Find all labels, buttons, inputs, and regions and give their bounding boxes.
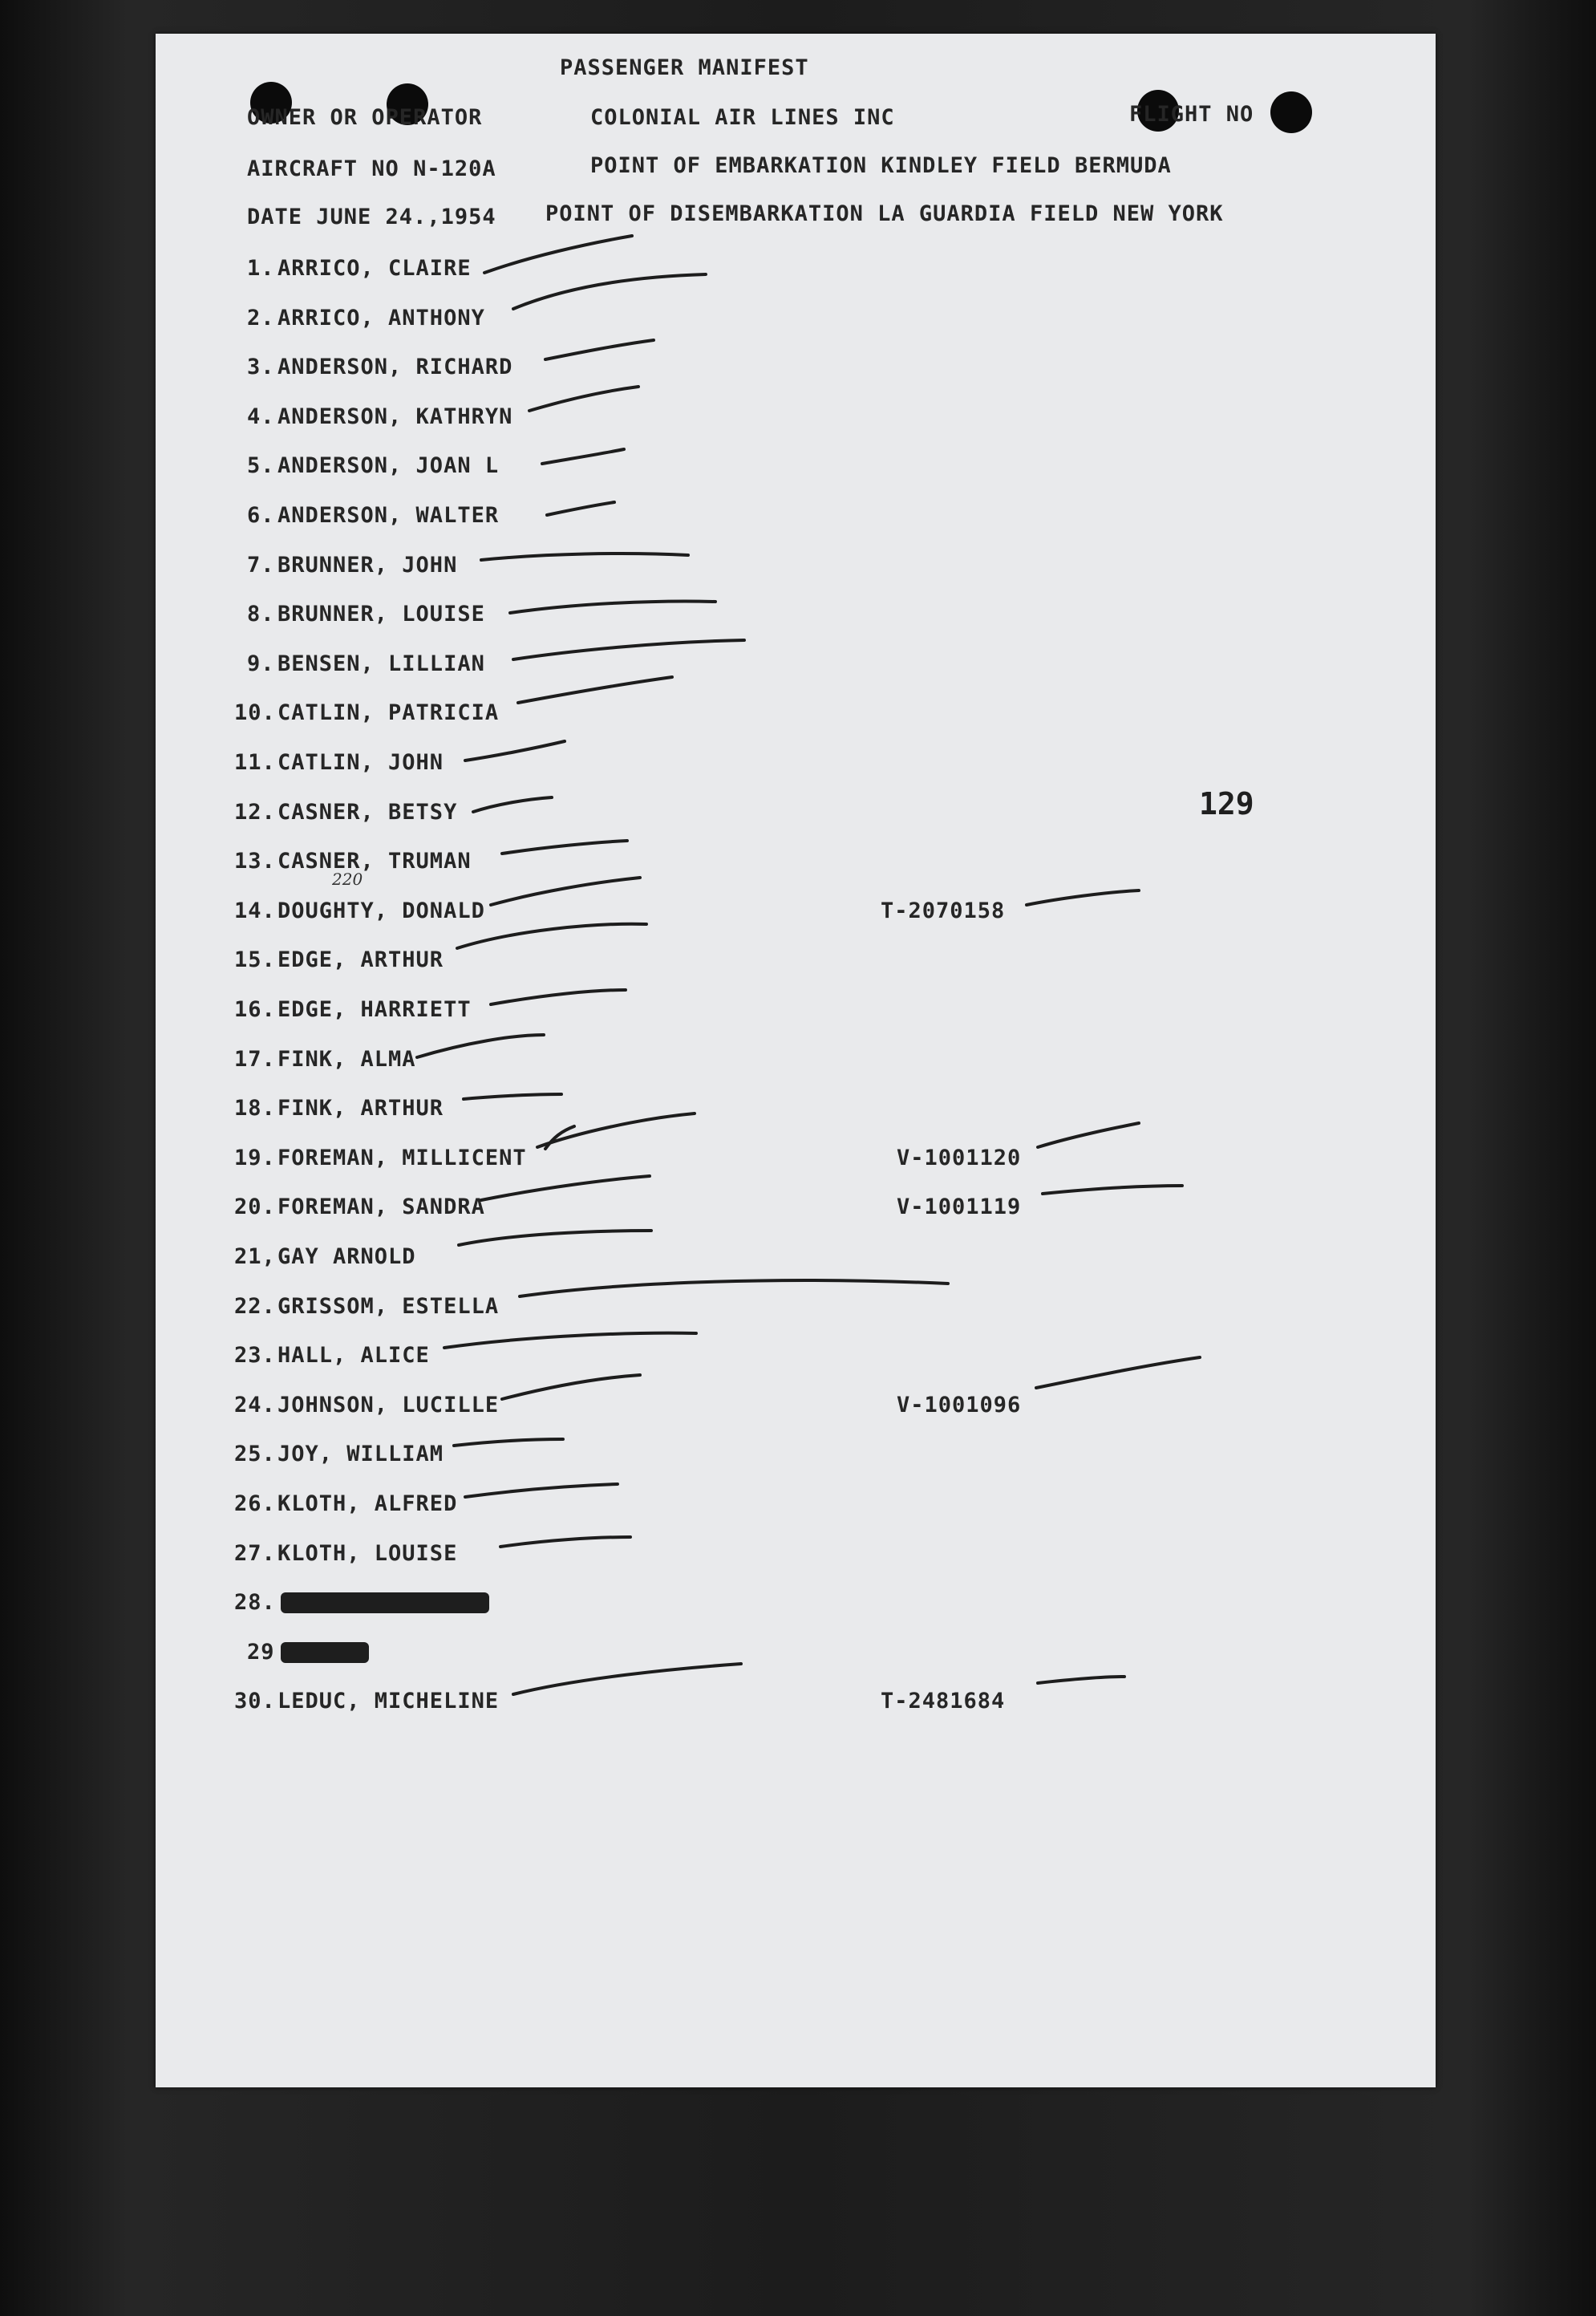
check-stroke (457, 924, 646, 948)
travel-document-number: T-2481684 (881, 1689, 1006, 1714)
passenger-name: KLOTH, ALFRED (277, 1491, 458, 1516)
travel-document-number: V-1001096 (897, 1393, 1022, 1418)
check-stroke (547, 502, 614, 515)
check-stroke (518, 677, 672, 703)
passenger-name: EDGE, HARRIETT (277, 997, 472, 1022)
passenger-number: 25. (234, 1442, 276, 1466)
passenger-number: 20. (234, 1195, 276, 1219)
check-stroke (500, 1537, 630, 1547)
check-stroke (502, 1375, 640, 1399)
passenger-name: CATLIN, PATRICIA (277, 700, 500, 725)
check-stroke (459, 1231, 651, 1245)
passenger-name: ANDERSON, WALTER (277, 503, 500, 528)
passenger-number: 2. (247, 306, 275, 331)
check-stroke (481, 554, 688, 560)
check-stroke (1038, 1123, 1139, 1147)
check-stroke (1038, 1677, 1124, 1683)
passenger-name: FOREMAN, SANDRA (277, 1195, 485, 1219)
passenger-number: 12. (234, 800, 276, 825)
passenger-number: 8. (247, 602, 275, 627)
passenger-number: 26. (234, 1491, 276, 1516)
check-stroke (484, 236, 632, 273)
check-stroke (513, 1664, 741, 1694)
passenger-number: 29 (247, 1640, 275, 1665)
passenger-number: 23. (234, 1343, 276, 1368)
check-stroke (491, 878, 640, 905)
passenger-name: ARRICO, CLAIRE (277, 256, 472, 281)
passenger-number: 16. (234, 997, 276, 1022)
embarkation-label: POINT OF EMBARKATION KINDLEY FIELD BERMUDA (590, 153, 1172, 178)
passenger-name: HALL, ALICE (277, 1343, 430, 1368)
passenger-name: BRUNNER, JOHN (277, 553, 458, 578)
passenger-name: KLOTH, LOUISE (277, 1541, 458, 1566)
check-stroke (481, 1176, 650, 1200)
passenger-name: CATLIN, JOHN (277, 750, 444, 775)
travel-document-number: T-2070158 (881, 898, 1006, 923)
check-stroke (545, 340, 654, 359)
check-stroke (464, 1094, 561, 1099)
check-stroke (473, 797, 552, 812)
passenger-name: ARRICO, ANTHONY (277, 306, 485, 331)
check-stroke (1043, 1186, 1182, 1194)
passenger-name: LEDUC, MICHELINE (277, 1689, 500, 1714)
disembarkation-label: POINT OF DISEMBARKATION LA GUARDIA FIELD NEW YORK (545, 201, 1224, 226)
check-stroke (537, 1113, 695, 1147)
passenger-name: JOY, WILLIAM (277, 1442, 444, 1466)
check-stroke (542, 449, 624, 464)
passenger-name: EDGE, ARTHUR (277, 947, 444, 972)
passenger-number: 5. (247, 453, 275, 478)
check-stroke (529, 387, 638, 411)
owner-value: COLONIAL AIR LINES INC (590, 105, 895, 130)
manifest-title: PASSENGER MANIFEST (560, 55, 809, 80)
passenger-number: 27. (234, 1541, 276, 1566)
check-stroke (520, 1280, 948, 1296)
passenger-name: BENSEN, LILLIAN (277, 651, 485, 676)
check-stroke (491, 990, 626, 1004)
passenger-name: DOUGHTY, DONALD (277, 898, 485, 923)
check-stroke (1027, 890, 1139, 905)
passenger-number: 10. (234, 700, 276, 725)
passenger-name: ANDERSON, RICHARD (277, 355, 513, 379)
passenger-number: 24. (234, 1393, 276, 1418)
check-stroke (454, 1439, 563, 1446)
check-stroke (417, 1035, 544, 1057)
passenger-name: JOHNSON, LUCILLE (277, 1393, 500, 1418)
date-label: DATE JUNE 24.,1954 (247, 205, 496, 229)
check-stroke (510, 602, 715, 613)
passenger-name: FINK, ARTHUR (277, 1096, 444, 1121)
check-stroke (465, 741, 565, 761)
passenger-number: 30. (234, 1689, 276, 1714)
passenger-number: 22. (234, 1294, 276, 1319)
check-stroke (444, 1333, 696, 1348)
passenger-number: 13. (234, 849, 276, 874)
passenger-number: 21, (234, 1244, 276, 1269)
travel-document-number: V-1001120 (897, 1146, 1022, 1170)
aircraft-label: AIRCRAFT NO N-120A (247, 156, 496, 181)
passenger-name: FINK, ALMA (277, 1047, 416, 1072)
handwritten-note: 220 (332, 870, 363, 889)
check-stroke (502, 841, 627, 854)
passenger-number: 17. (234, 1047, 276, 1072)
owner-label: OWNER OR OPERATOR (247, 105, 483, 130)
passenger-number: 4. (247, 404, 275, 429)
passenger-number: 28. (234, 1590, 276, 1615)
passenger-number: 1. (247, 256, 275, 281)
passenger-name: GRISSOM, ESTELLA (277, 1294, 500, 1319)
passenger-number: 11. (234, 750, 276, 775)
passenger-name: CASNER, BETSY (277, 800, 458, 825)
flight-label: FLIGHT NO (1129, 102, 1254, 127)
passenger-number: 7. (247, 553, 275, 578)
page-number: 129 (1199, 786, 1254, 821)
passenger-name: ANDERSON, KATHRYN (277, 404, 513, 429)
passenger-name: CASNER, TRUMAN (277, 849, 472, 874)
passenger-number: 14. (234, 898, 276, 923)
check-stroke (1036, 1357, 1200, 1388)
passenger-name: GAY ARNOLD (277, 1244, 416, 1269)
passenger-number: 9. (247, 651, 275, 676)
passenger-name: FOREMAN, MILLICENT (277, 1146, 527, 1170)
passenger-name: BRUNNER, LOUISE (277, 602, 485, 627)
check-stroke (513, 640, 744, 659)
passenger-number: 15. (234, 947, 276, 972)
passenger-number: 18. (234, 1096, 276, 1121)
passenger-number: 19. (234, 1146, 276, 1170)
travel-document-number: V-1001119 (897, 1195, 1022, 1219)
check-stroke (465, 1484, 618, 1497)
check-stroke (513, 274, 706, 309)
passenger-number: 6. (247, 503, 275, 528)
passenger-number: 3. (247, 355, 275, 379)
passenger-name: ANDERSON, JOAN L (277, 453, 500, 478)
